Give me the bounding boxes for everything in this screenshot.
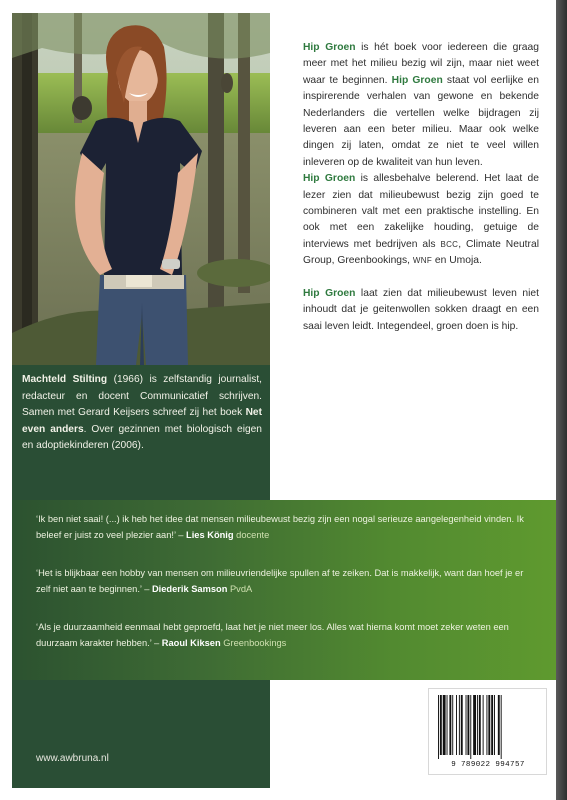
blurb-paragraph-3: Hip Groen laat zien dat milieubewust leven niet inhoudt dat je geitenwollen sokken draagt en een saai leven leidt. Integendeel, groen doen is hip. (303, 287, 539, 332)
author-name: Machteld Stilting (22, 374, 108, 385)
quote-author-role: PvdA (227, 584, 253, 594)
quote-author: Diederik Samson (151, 584, 228, 594)
book-title-highlight: Hip Groen (303, 42, 356, 53)
barcode (428, 688, 547, 775)
book-title-highlight: Hip Groen (303, 173, 356, 185)
blurb-paragraph-1: Hip Groen is hét boek voor iedereen die graag meer met het milieu bezig wil zijn, maar niet weet waar te beginnen. Hip Groen staat vol eerlijke en inspirerende verhalen van gewone en bekende Nederlanders die vertellen welke bijdragen zij leveren aan een beter milieu. Maar ook welke dingen zij laten, omdat ze niet te veel willen inleveren op de kwaliteit van hun leven. (303, 42, 539, 168)
previous-book-title: Net even anders (22, 407, 262, 435)
book-title-highlight: Hip Groen (391, 74, 443, 86)
barcode-icon (437, 695, 538, 759)
book-title-highlight: Hip Groen (303, 287, 356, 299)
quote-author-role: docente (233, 530, 270, 540)
quote-author: Raoul Kiksen (161, 638, 221, 648)
author-bio: Machteld Stilting (1966) is zelfstandig journalist, redacteur en docent Communicatief schrijven. Samen met Gerard Keijsers schreef zij het boek Net even anders. Over gezinnen met biologisch eigen en adoptiekinderen (2006). (22, 374, 263, 451)
book-blurb (303, 40, 539, 335)
book-spine-edge (556, 0, 567, 800)
blurb-paragraph-2: Hip Groen is allesbehalve belerend. Het laat de lezer zien dat milieubewust bezig zijn goed te combineren valt met een praktische instelling. En ook met een zakelijke houding, getuige de interviews met bedrijven als BCC, Climate Neutral Group, Greenbookings, WNF en Umoja. (303, 173, 539, 267)
quote-author: Lies König (186, 530, 234, 540)
publisher-url[interactable]: www.awbruna.nl (36, 753, 109, 764)
quote-1: ‘Ik ben niet saai! (...) ik heb het idee dat mensen milieubewust bezig zijn een nogal serieuze aangelegenheid vinden. Ik beleef er juist zo veel plezier aan!’ – Lies König docente (36, 514, 524, 540)
quote-3: ‘Als je duurzaamheid eenmaal hebt geproefd, laat het je niet meer los. Alles wat hierna komt moet zeker weten een duurzaam karakter hebben.’ – Raoul Kiksen Greenbookings (36, 622, 509, 648)
quote-2: ‘Het is blijkbaar een hobby van mensen om milieuvriendelijke spullen af te zeiken. Dat is makkelijk, want dan hoef je er zelf niet aan te beginnen.’ – Diederik Samson PvdA (36, 568, 524, 594)
isbn-number: 9 789022 994757 (451, 761, 525, 769)
footer-panel (12, 680, 270, 788)
quote-author-role: Greenbookings (220, 638, 287, 648)
author-photo (12, 13, 270, 365)
